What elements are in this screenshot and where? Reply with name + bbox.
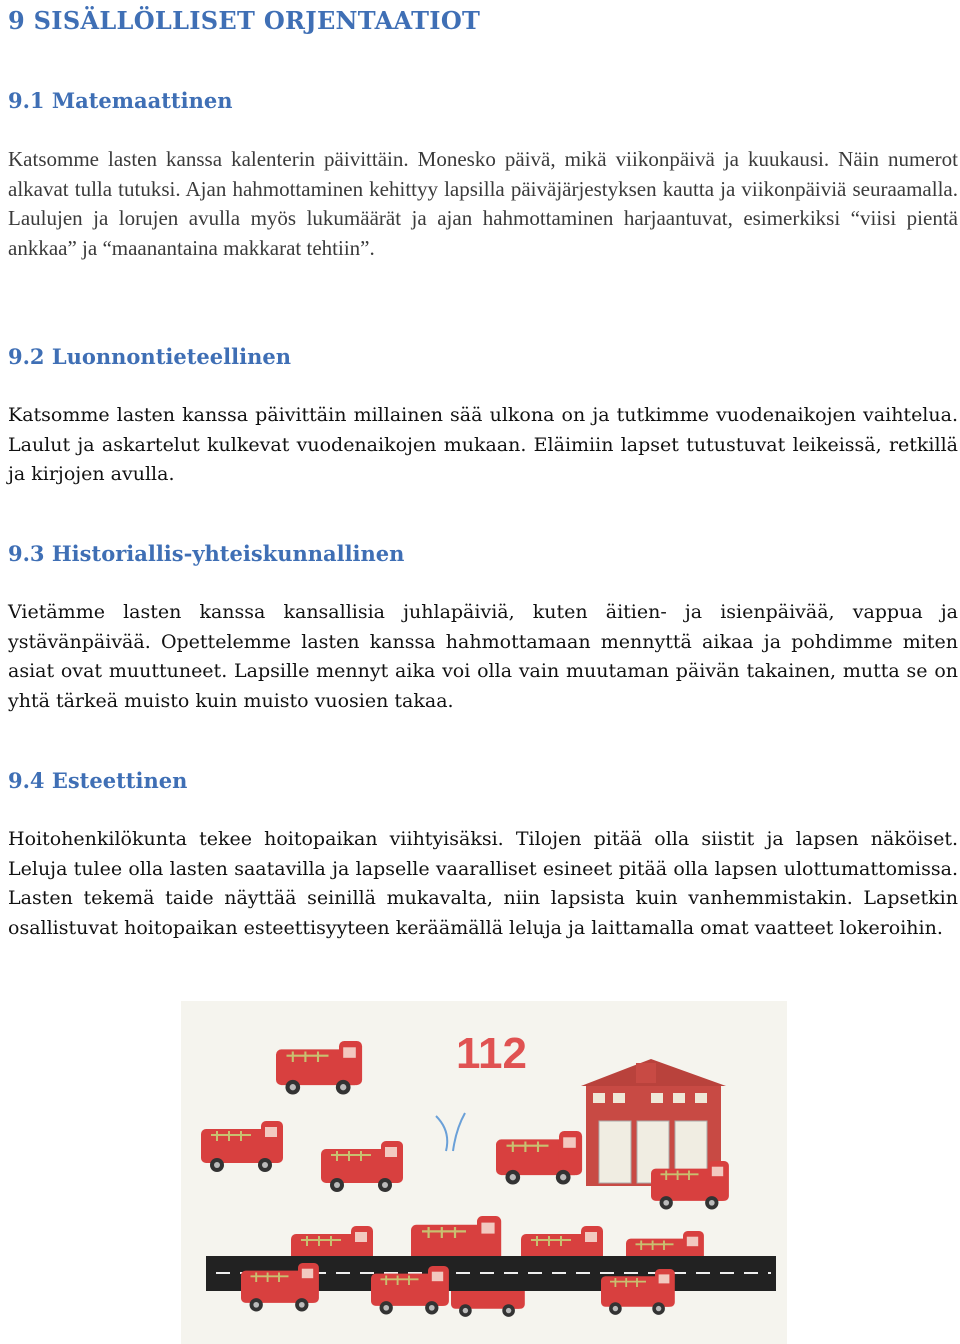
section-text-matemaattinen: Katsomme lasten kanssa kalenterin päivittäin. Monesko päivä, mikä viikonpäivä ja kuukausi. Näin numerot alkavat tulla tutuksi. Ajan hahmottaminen kehittyy lapsilla päiväjärjestyksen kautta ja viikonpäiviä seuraamalla. Laulujen ja lorujen avulla myös lukumäärät ja ajan hahmottaminen harjaantuvat, esimerkiksi “viisi pientä ankkaa” ja “maanantaina makkarat tehtiin”. bbox=[8, 147, 958, 260]
section-heading-luonnontieteellinen: 9.2 Luonnontieteellinen bbox=[8, 344, 291, 369]
section-heading-matemaattinen: 9.1 Matemaattinen bbox=[8, 88, 233, 113]
section-heading-historiallis: 9.3 Historiallis-yhteiskunnallinen bbox=[8, 541, 405, 566]
page-title: 9 SISÄLLÖLLISET ORJENTAATIOT bbox=[8, 6, 481, 35]
section-text-esteettinen: Hoitohenkilökunta tekee hoitopaikan viihtyisäksi. Tilojen pitää olla siistit ja lapsen näköiset. Leluja tulee olla lasten saatavilla ja lapselle vaaralliset esineet pitää olla lapsen ulottumattomissa. Lasten tekemä taide näyttää seinillä mukavalta, niin lapsista kuin vanhemmistakin. Lapsetkin osallistuvat hoitopaikan esteettisyyteen keräämällä leluja ja laittamalla omat vaatteet lokeroihin. bbox=[8, 828, 958, 939]
artwork-photo bbox=[181, 1001, 787, 1344]
fire-truck-collage bbox=[181, 1001, 787, 1344]
section-text-historiallis: Vietämme lasten kanssa kansallisia juhlapäiviä, kuten äitien- ja isienpäivää, vappua ja ystävänpäivää. Opettelemme lasten kanssa hahmottamaan mennyttä aikaa ja pohdimme miten asiat ovat muuttuneet. Lapsille mennyt aika voi olla vain muutaman päivän takainen, mutta se on yhtä tärkeä muisto kuin muisto vuosien takaa. bbox=[8, 601, 958, 712]
section-text-luonnontieteellinen: Katsomme lasten kanssa päivittäin millainen sää ulkona on ja tutkimme vuodenaikojen vaihtelua. Laulut ja askartelut kulkevat vuodenaikojen mukaan. Eläimiin lapset tutustuvat leikeissä, retkillä ja kirjojen avulla. bbox=[8, 404, 958, 486]
section-heading-esteettinen: 9.4 Esteettinen bbox=[8, 768, 188, 793]
sign-112: 112 bbox=[456, 1029, 527, 1078]
